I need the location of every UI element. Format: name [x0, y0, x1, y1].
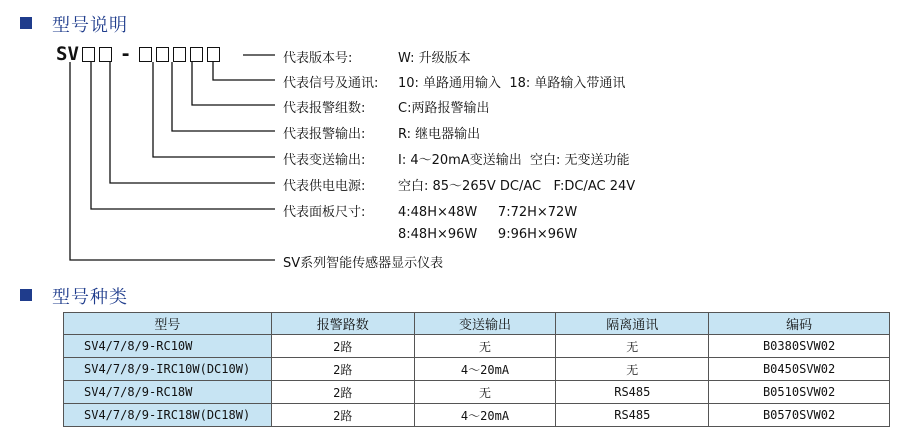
- desc-series: [283, 252, 443, 271]
- cell-comm: RS485: [556, 381, 709, 404]
- desc-alarm-groups: [283, 97, 489, 116]
- desc-value: 4:48H×48W 7:72H×72W: [398, 205, 578, 220]
- cell-model: SV4/7/8/9-RC18W: [64, 381, 272, 404]
- model-table: [63, 312, 890, 427]
- connector-panel: [91, 62, 275, 209]
- desc-signal: [283, 72, 625, 91]
- table-header-row: [64, 313, 890, 335]
- cell-transmit: 4～20mA: [414, 358, 556, 381]
- cell-code: B0380SVW02: [709, 335, 890, 358]
- cell-model: SV4/7/8/9-IRC18W(DC18W): [64, 404, 272, 427]
- desc-value: SV系列智能传感器显示仪表: [283, 256, 444, 271]
- desc-version: [283, 47, 471, 66]
- connector-transmit: [153, 62, 275, 157]
- desc-power: [283, 175, 635, 194]
- cell-transmit: 无: [414, 381, 556, 404]
- desc-label: 代表版本号:: [283, 51, 353, 66]
- cell-alarm: 2路: [271, 358, 414, 381]
- desc-alarm-output: [283, 123, 480, 142]
- cell-code: B0450SVW02: [709, 358, 890, 381]
- cell-model: SV4/7/8/9-RC10W: [64, 335, 272, 358]
- connector-signal: [213, 62, 275, 80]
- table-row: [64, 358, 890, 381]
- desc-label: 代表面板尺寸:: [283, 205, 366, 220]
- table-row: [64, 335, 890, 358]
- desc-transmit: [283, 149, 630, 168]
- col-header-comm: 隔离通讯: [556, 313, 709, 335]
- table-row: [64, 381, 890, 404]
- connector-alarm-groups: [192, 62, 275, 105]
- section-bullet-icon: [20, 289, 32, 301]
- desc-value: R: 继电器输出: [398, 127, 481, 142]
- desc-panel-size: [283, 201, 577, 220]
- cell-alarm: 2路: [271, 335, 414, 358]
- cell-code: B0570SVW02: [709, 404, 890, 427]
- model-code-dash: -: [119, 43, 132, 65]
- desc-panel-size-2: [283, 227, 577, 242]
- table-row: [64, 404, 890, 427]
- desc-value: C:两路报警输出: [398, 101, 490, 116]
- cell-comm: RS485: [556, 404, 709, 427]
- desc-value: 8:48H×96W 9:96H×96W: [398, 227, 578, 242]
- cell-alarm: 2路: [271, 404, 414, 427]
- col-header-alarm: 报警路数: [271, 313, 414, 335]
- col-header-model: 型号: [64, 313, 272, 335]
- col-header-code: 编码: [709, 313, 890, 335]
- col-header-transmit: 变送输出: [414, 313, 556, 335]
- desc-value: 10: 单路通用输入 18: 单路输入带通讯: [398, 76, 626, 91]
- connector-alarm-output: [172, 62, 275, 131]
- desc-label: 代表变送输出:: [283, 153, 366, 168]
- cell-code: B0510SVW02: [709, 381, 890, 404]
- cell-transmit: 4～20mA: [414, 404, 556, 427]
- desc-label: 代表供电电源:: [283, 179, 366, 194]
- cell-alarm: 2路: [271, 381, 414, 404]
- desc-label: 代表信号及通讯:: [283, 76, 379, 91]
- cell-transmit: 无: [414, 335, 556, 358]
- desc-label: 代表报警输出:: [283, 127, 366, 142]
- section-title-model-explanation: 型号说明: [52, 15, 128, 36]
- cell-comm: 无: [556, 358, 709, 381]
- desc-value: 空白: 85～265V DC/AC F:DC/AC 24V: [398, 179, 636, 194]
- desc-value: I: 4～20mA变送输出 空白: 无变送功能: [398, 153, 630, 168]
- model-code-prefix: SV: [56, 43, 79, 65]
- section-title-model-types: 型号种类: [52, 287, 128, 308]
- cell-model: SV4/7/8/9-IRC10W(DC10W): [64, 358, 272, 381]
- desc-value: W: 升级版本: [398, 51, 471, 66]
- desc-label: 代表报警组数:: [283, 101, 366, 116]
- cell-comm: 无: [556, 335, 709, 358]
